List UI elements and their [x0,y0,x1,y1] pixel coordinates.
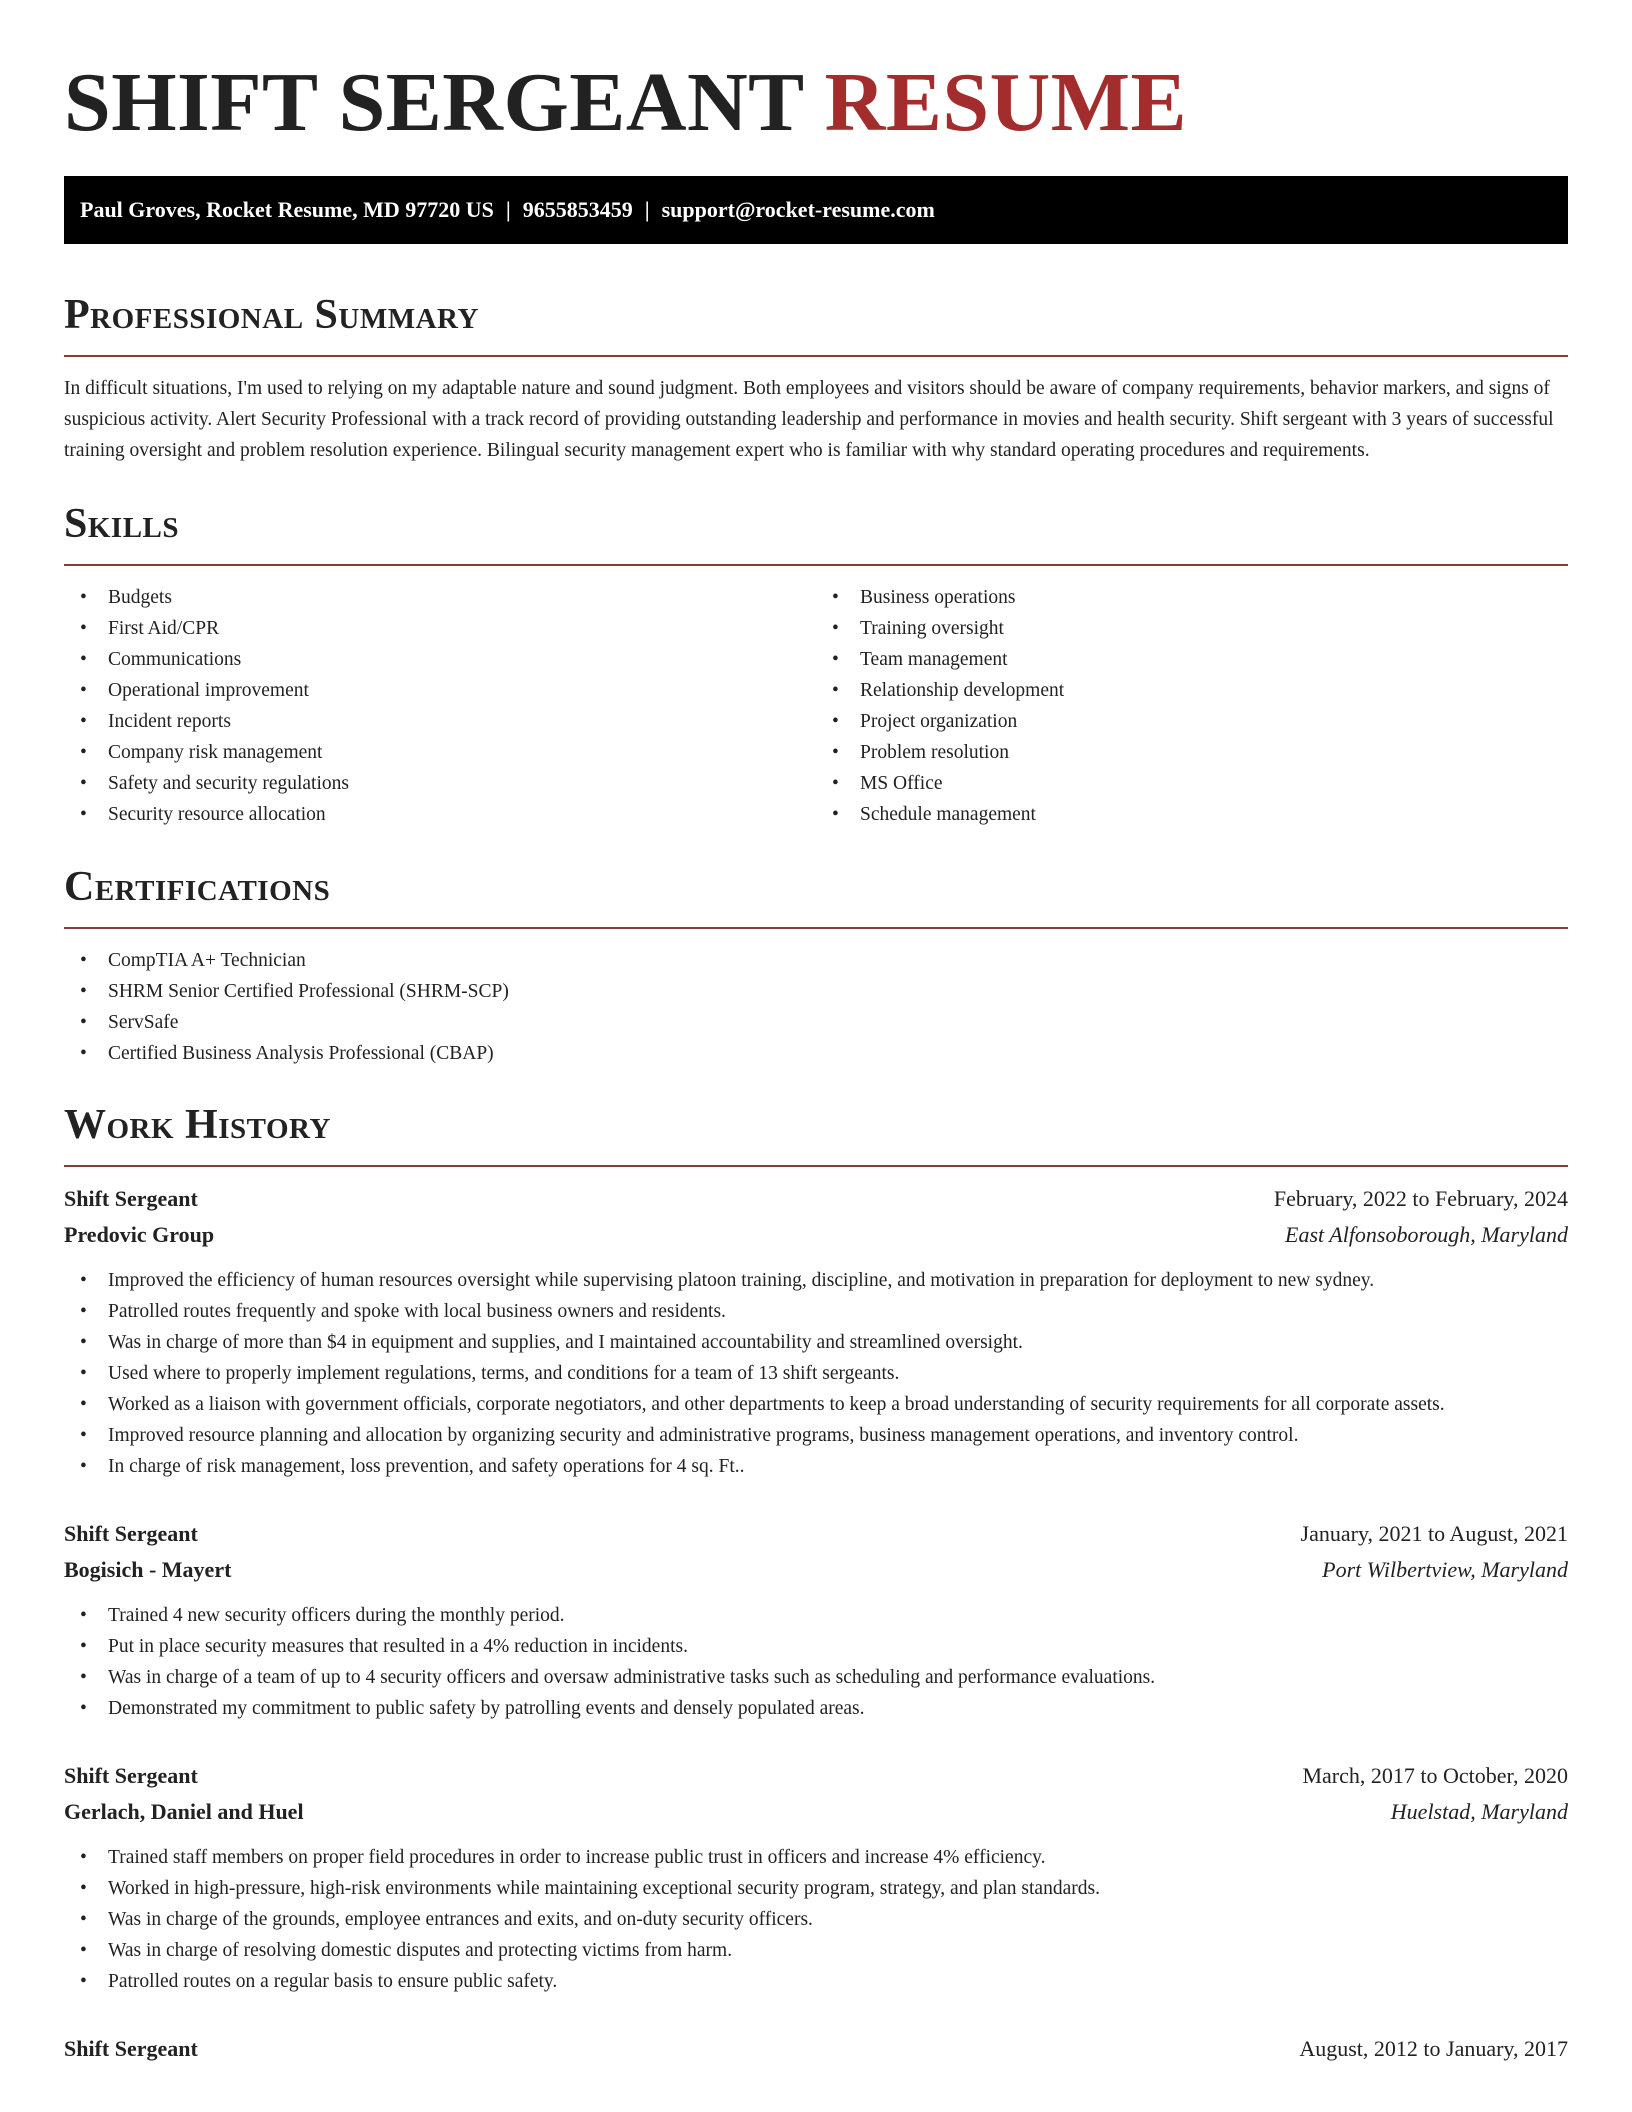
skill-item: • First Aid/CPR [64,613,816,644]
resume-title [64,0,1568,151]
skill-item: • Training oversight [816,613,1568,644]
job-duty-item: • Patrolled routes frequently and spoke with local business owners and residents. [64,1296,1568,1327]
job-header-row [64,2031,1568,2067]
section-heading: Skills [64,501,180,547]
section-heading: Certifications [64,864,331,910]
job-title: Shift Sergeant [64,2036,198,2061]
job-dates: February, 2022 to February, 2024 [1273,1186,1568,1211]
skill-item: • Incident reports [64,706,816,737]
job-duties-list [64,1600,1568,1724]
certification-item: • ServSafe [64,1007,1568,1038]
section-divider [64,1165,1568,1167]
contact-phone: 9655853459 [522,197,633,222]
job-duties-list [64,1265,1568,1482]
job-duty-item: • Used where to properly implement regulations, terms, and conditions for a team of 13 shift sergeants. [64,1358,1568,1389]
skill-item: • Team management [816,644,1568,675]
skill-item: • Project organization [816,706,1568,737]
resume-title-accent: RESUME [824,56,1188,149]
job-location: East Alfonsoborough, Maryland [1285,1222,1568,1247]
skills-list [64,582,816,830]
contact-address: Paul Groves, Rocket Resume, MD 97720 US [80,197,494,222]
job-duty-item: • Put in place security measures that resulted in a 4% reduction in incidents. [64,1631,1568,1662]
job-title: Shift Sergeant [64,1521,198,1546]
contact-bar [64,176,1568,244]
job-location: Port Wilbertview, Maryland [1322,1557,1568,1582]
job-subheader-row [64,1217,1568,1253]
job-title: Shift Sergeant [64,1763,198,1788]
section-divider [64,927,1568,929]
skills-list [816,582,1568,830]
job-location: Huelstad, Maryland [1390,1799,1568,1824]
job-duty-item: • In charge of risk management, loss prevention, and safety operations for 4 sq. Ft.. [64,1451,1568,1482]
certifications-section [64,863,1568,1069]
section-heading: Professional Summary [64,292,479,338]
job-subheader-row [64,1794,1568,1830]
job-duty-item: • Trained staff members on proper field procedures in order to increase public trust in officers and increase 4% efficiency. [64,1842,1568,1873]
job-entry [64,2031,1568,2067]
job-duty-item: • Improved the efficiency of human resources oversight while supervising platoon training, discipline, and motivation in preparation for deployment to new sydney. [64,1265,1568,1296]
job-duty-item: • Demonstrated my commitment to public safety by patrolling events and densely populated areas. [64,1693,1568,1724]
certification-item: • SHRM Senior Certified Professional (SHRM-SCP) [64,976,1568,1007]
certifications-list [64,945,1568,1069]
section-divider [64,564,1568,566]
job-entry [64,1758,1568,1997]
job-dates: August, 2012 to January, 2017 [1299,2036,1568,2061]
skills-section [64,500,1568,830]
resume-title-main: SHIFT SERGEANT [64,56,804,149]
job-dates: March, 2017 to October, 2020 [1302,1763,1568,1788]
job-header-row [64,1181,1568,1217]
job-duty-item: • Was in charge of the grounds, employee entrances and exits, and on-duty security officers. [64,1904,1568,1935]
job-title: Shift Sergeant [64,1186,198,1211]
skill-item: • Company risk management [64,737,816,768]
job-subheader-row [64,1552,1568,1588]
skills-column-left [64,582,816,830]
job-entry [64,1181,1568,1482]
job-company: Bogisich - Mayert [64,1557,232,1582]
skill-item: • Business operations [816,582,1568,613]
contact-separator: | [644,197,650,222]
skill-item: • Operational improvement [64,675,816,706]
job-duty-item: • Worked as a liaison with government officials, corporate negotiators, and other departments to keep a broad understanding of security requirements for all corporate assets. [64,1389,1568,1420]
summary-text: In difficult situations, I'm used to relying on my adaptable nature and sound judgment. Both employees and visitors should be aware of company requirements, behavior markers, and signs of suspicious activity. Alert Security Professional with a track record of providing outstanding leadership and performance in movies and health security. Shift sergeant with 3 years of successful training oversight and problem resolution experience. Bilingual security management expert who is familiar with why standard operating procedures and requirements. [64,378,1554,461]
skill-item: • MS Office [816,768,1568,799]
certification-item: • Certified Business Analysis Professional (CBAP) [64,1038,1568,1069]
job-duty-item: • Was in charge of more than $4 in equipment and supplies, and I maintained accountability and streamlined oversight. [64,1327,1568,1358]
job-header-row [64,1758,1568,1794]
skill-item: • Safety and security regulations [64,768,816,799]
skills-column-right [816,582,1568,830]
skill-item: • Problem resolution [816,737,1568,768]
job-duty-item: • Was in charge of a team of up to 4 security officers and oversaw administrative tasks such as scheduling and performance evaluations. [64,1662,1568,1693]
certification-item: • CompTIA A+ Technician [64,945,1568,976]
contact-email: support@rocket-resume.com [661,197,935,222]
job-header-row [64,1516,1568,1552]
skill-item: • Relationship development [816,675,1568,706]
job-duty-item: • Was in charge of resolving domestic disputes and protecting victims from harm. [64,1935,1568,1966]
skill-item: • Security resource allocation [64,799,816,830]
job-duty-item: • Improved resource planning and allocation by organizing security and administrative programs, business management operations, and inventory control. [64,1420,1568,1451]
job-duties-list [64,1842,1568,1997]
skill-item: • Communications [64,644,816,675]
skills-columns [64,582,1568,830]
job-entry [64,1516,1568,1724]
job-duty-item: • Trained 4 new security officers during the monthly period. [64,1600,1568,1631]
section-divider [64,355,1568,357]
job-duty-item: • Worked in high-pressure, high-risk environments while maintaining exceptional security program, strategy, and plan standards. [64,1873,1568,1904]
job-dates: January, 2021 to August, 2021 [1300,1521,1568,1546]
section-heading: Work History [64,1102,331,1148]
skill-item: • Schedule management [816,799,1568,830]
professional-summary-section [64,291,1568,466]
job-company: Gerlach, Daniel and Huel [64,1799,304,1824]
job-company: Predovic Group [64,1222,215,1247]
work-history-section [64,1101,1568,2067]
skill-item: • Budgets [64,582,816,613]
job-duty-item: • Patrolled routes on a regular basis to ensure public safety. [64,1966,1568,1997]
contact-separator: | [505,197,511,222]
